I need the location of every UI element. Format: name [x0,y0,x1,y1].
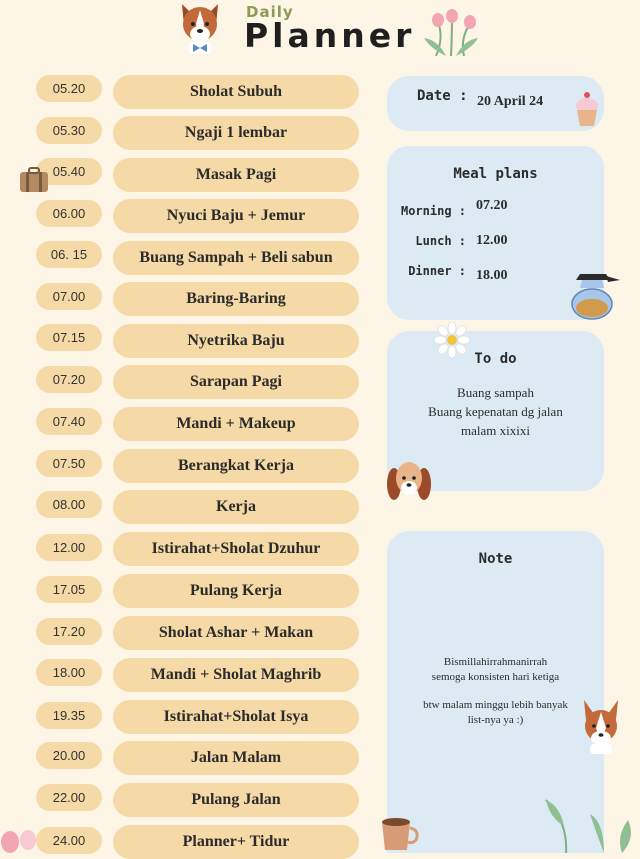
date-value: 20 April 24 [477,94,544,109]
note-line: list-nya ya :) [467,714,524,726]
time-pill: 17.20 [36,618,102,645]
meal-label: Morning : [400,204,466,218]
time-pill: 07.00 [36,283,102,310]
time-pill: 17.05 [36,576,102,603]
time-pill: 05.40 [36,158,102,185]
header [0,0,640,70]
task-pill: Nyuci Baju + Jemur [113,199,359,233]
task-pill: Pulang Kerja [113,574,359,608]
date-label: Date : [417,88,468,104]
time-pill: 12.00 [36,534,102,561]
time-pill: 05.30 [36,117,102,144]
task-pill: Istirahat+Sholat Dzuhur [113,532,359,566]
todo-item: Buang kepenatan dg jalan [428,404,563,419]
spaniel-dog-icon [386,456,432,508]
meal-label: Dinner : [408,264,466,278]
task-pill: Berangkat Kerja [113,449,359,483]
task-pill: Jalan Malam [113,741,359,775]
time-pill: 22.00 [36,784,102,811]
coffee-cup-icon [376,814,422,853]
task-pill: Istirahat+Sholat Isya [113,700,359,734]
task-pill: Pulang Jalan [113,783,359,817]
time-pill: 07.20 [36,366,102,393]
task-pill: Mandi + Makeup [113,407,359,441]
cupcake-icon [574,90,600,128]
suitcase-icon [18,166,50,194]
todo-item: Buang sampah [457,385,534,400]
header-small-title: Daily [246,3,294,21]
task-pill: Ngaji 1 lembar [113,116,359,150]
task-pill: Masak Pagi [113,158,359,192]
task-pill: Baring-Baring [113,282,359,316]
task-pill: Sholat Ashar + Makan [113,616,359,650]
page-title: Planner [244,16,416,55]
time-pill: 07.15 [36,324,102,351]
todo-list [387,383,604,440]
time-pill: 06. 15 [36,241,102,268]
note-line: Bismillahirrahmanirrah [443,656,548,668]
time-pill: 05.20 [36,75,102,102]
time-pill: 24.00 [36,827,102,854]
task-pill: Nyetrika Baju [113,324,359,358]
pink-flower-icon [0,826,40,853]
todo-item: malam xixixi [461,423,530,438]
task-pill: Mandi + Sholat Maghrib [113,658,359,692]
note-line: semoga konsisten hari ketiga [431,671,560,683]
corgi-dog-icon [580,698,622,756]
meal-time: 07.20 [476,198,508,213]
meal-time: 12.00 [476,233,508,248]
time-pill: 19.35 [36,702,102,729]
dog-icon [174,0,226,56]
leaf-plant-icon [536,792,640,853]
task-pill: Kerja [113,490,359,524]
task-pill: Buang Sampah + Beli sabun [113,241,359,275]
task-pill: Sholat Subuh [113,75,359,109]
todo-title: To do [474,351,517,367]
note-title: Note [478,551,513,567]
tulip-flowers-icon [416,8,486,58]
meal-label: Lunch : [415,234,466,248]
meal-plans-title: Meal plans [453,166,538,182]
daisy-icon [434,322,470,358]
meal-time: 18.00 [476,268,508,283]
coffee-pot-icon [568,270,622,320]
time-pill: 07.50 [36,450,102,477]
time-pill: 18.00 [36,659,102,686]
time-pill: 07.40 [36,408,102,435]
date-card [387,76,604,131]
note-line: btw malam minggu lebih banyak [423,699,568,711]
time-pill: 06.00 [36,200,102,227]
time-pill: 08.00 [36,491,102,518]
task-pill: Sarapan Pagi [113,365,359,399]
time-pill: 20.00 [36,742,102,769]
task-pill: Planner+ Tidur [113,825,359,859]
